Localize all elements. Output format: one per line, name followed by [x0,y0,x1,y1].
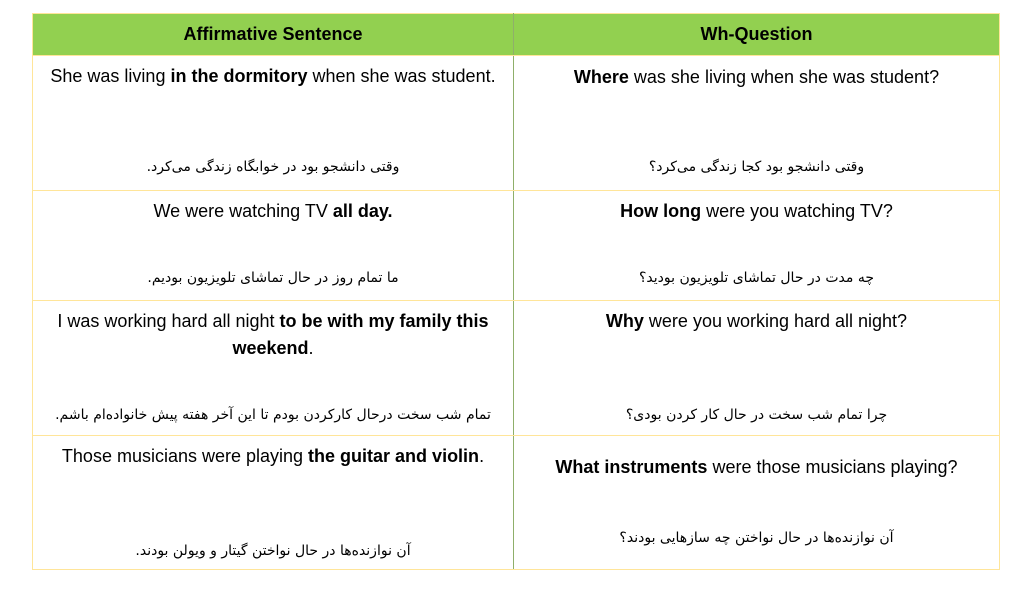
question-cell [514,191,1000,301]
wh-question: Where was she living when she was student? [573,67,940,87]
affirmative-translation: تمام شب سخت درحال کارکردن بودم تا این آخر هفته پیش خانواده‌ام باشم. [55,407,491,423]
question-cell [514,436,1000,570]
header-row [33,14,1000,56]
affirmative-translation: وقتی دانشجو بود در خوابگاه زندگی می‌کرد. [146,159,400,175]
affirmative-cell [33,191,514,301]
question-translation: چرا تمام شب سخت در حال کار کردن بودی؟ [625,407,888,423]
affirmative-sentence: She was living in the dormitory when she was student. [50,66,496,86]
affirmative-sentence: I was working hard all night to be with my family this weekend. [57,311,489,358]
affirmative-translation: ما تمام روز در حال تماشای تلویزیون بودیم. [147,270,399,286]
header-wh-question: Wh-Question [514,14,1000,56]
question-cell [514,301,1000,436]
wh-question: What instruments were those musicians playing? [555,457,958,477]
affirmative-cell [33,56,514,191]
affirmative-translation: آن نوازنده‌ها در حال نواختن گیتار و ویولن بودند. [135,543,411,559]
question-translation: آن نوازنده‌ها در حال نواختن چه سازهایی بودند؟ [619,530,894,546]
question-cell [514,56,1000,191]
question-translation: چه مدت در حال تماشای تلویزیون بودید؟ [638,270,875,286]
affirmative-sentence: We were watching TV all day. [153,201,393,221]
affirmative-cell [33,301,514,436]
affirmative-cell [33,436,514,570]
wh-question: Why were you working hard all night? [605,311,908,331]
table-row [33,436,1000,570]
table-row [33,191,1000,301]
affirmative-sentence: Those musicians were playing the guitar and violin. [61,446,485,466]
header-affirmative: Affirmative Sentence [33,14,514,56]
grammar-table [32,13,1000,570]
table-row [33,301,1000,436]
question-translation: وقتی دانشجو بود کجا زندگی می‌کرد؟ [648,159,865,175]
wh-question: How long were you watching TV? [620,201,893,221]
table-row [33,56,1000,191]
